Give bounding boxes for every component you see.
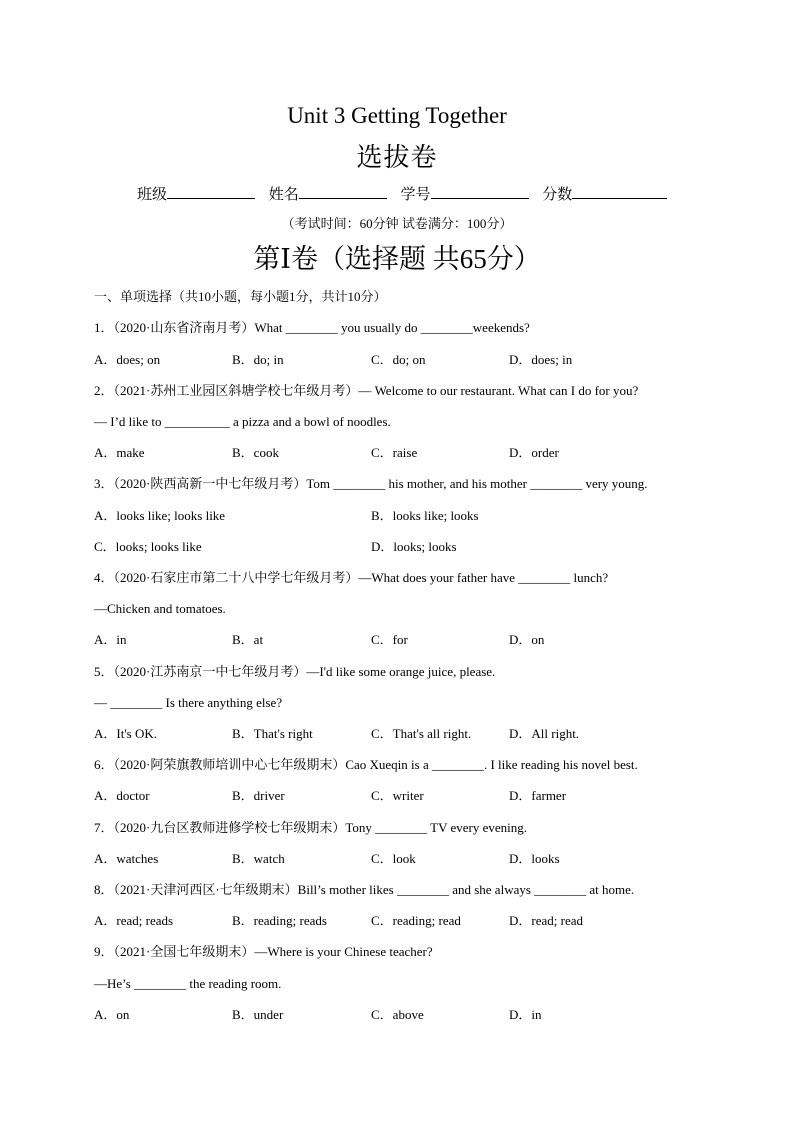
- q2-option-b: B．cook: [232, 445, 279, 460]
- q4-option-c: C．for: [371, 632, 408, 647]
- q4-option-d: D．on: [509, 632, 545, 647]
- q2-option-d: D．order: [509, 445, 559, 460]
- question-9-stem: 9．（2021·全国七年级期末）—Where is your Chinese teacher?: [94, 944, 433, 959]
- q5-option-d: D．All right.: [509, 726, 580, 741]
- q7-option-a: A．watches: [94, 851, 159, 866]
- page-title: Unit 3 Getting Together: [287, 103, 507, 128]
- question-6-stem: 6．（2020·阿荣旗教师培训中心七年级期末）Cao Xueqin is a ________. I like reading his novel best.: [94, 757, 638, 772]
- q6-option-d: D．farmer: [509, 788, 567, 803]
- q7-option-c: C．look: [371, 851, 416, 866]
- question-9-line-2: —He’s ________ the reading room.: [94, 976, 282, 991]
- q1-option-a: A．does; on: [94, 352, 161, 367]
- question-8-stem: 8．（2021·天津河西区·七年级期末）Bill’s mother likes ________ and she always ________ at home.: [94, 882, 635, 897]
- question-2-line-2: — I’d like to __________ a pizza and a bowl of noodles.: [94, 414, 391, 429]
- q5-option-a: A．It's OK.: [94, 726, 158, 741]
- q1-option-b: B．do; in: [232, 352, 284, 367]
- q1-option-d: D．does; in: [509, 352, 573, 367]
- class-label: 班级: [137, 187, 168, 203]
- score-label: 分数: [542, 187, 573, 203]
- q5-option-b: B．That's right: [232, 726, 313, 741]
- score-blank: [572, 184, 667, 199]
- question-5-stem: 5．（2020·江苏南京一中七年级月考）—I'd like some orange juice, please.: [94, 664, 496, 679]
- student-id-blank: [431, 184, 529, 199]
- question-2-stem: 2．（2021·苏州工业园区斜塘学校七年级月考）— Welcome to our restaurant. What can I do for you?: [94, 383, 639, 398]
- q9-option-d: D．in: [509, 1007, 542, 1022]
- q9-option-b: B．under: [232, 1007, 284, 1022]
- q4-option-a: A．in: [94, 632, 127, 647]
- q1-option-c: C．do; on: [371, 352, 426, 367]
- q3-option-b: B．looks like; looks: [371, 508, 479, 523]
- student-info-row: [137, 184, 677, 205]
- q8-option-a: A．read; reads: [94, 913, 174, 928]
- question-5-line-2: — ________ Is there anything else?: [94, 695, 283, 710]
- q7-option-d: D．looks: [509, 851, 560, 866]
- question-7-stem: 7．（2020·九台区教师进修学校七年级期末）Tony ________ TV every evening.: [94, 820, 527, 835]
- q8-option-b: B．reading; reads: [232, 913, 327, 928]
- q7-option-b: B．watch: [232, 851, 285, 866]
- q8-option-c: C．reading; read: [371, 913, 461, 928]
- q2-option-c: C．raise: [371, 445, 418, 460]
- q2-option-a: A．make: [94, 445, 145, 460]
- q3-option-d: D．looks; looks: [371, 539, 457, 554]
- question-3-stem: 3．（2020·陕西高新一中七年级月考）Tom ________ his mother, and his mother ________ very young.: [94, 476, 648, 491]
- q4-option-b: B．at: [232, 632, 264, 647]
- name-blank: [299, 184, 387, 199]
- q6-option-a: A．doctor: [94, 788, 150, 803]
- paper-subtitle: 选拔卷: [356, 143, 438, 172]
- name-label: 姓名: [268, 187, 299, 203]
- part-title: 第Ⅰ卷（选择题 共65分）: [253, 244, 541, 274]
- q3-option-a: A．looks like; looks like: [94, 508, 226, 523]
- question-1-stem: 1．（2020·山东省济南月考）What ________ you usually do ________weekends?: [94, 320, 530, 335]
- question-4-stem: 4．（2020·石家庄市第二十八中学七年级月考）—What does your father have ________ lunch?: [94, 570, 609, 585]
- q6-option-c: C．writer: [371, 788, 424, 803]
- q9-option-a: A．on: [94, 1007, 130, 1022]
- exam-meta: （考试时间：60分钟 试卷满分：100分）: [281, 216, 513, 231]
- q6-option-b: B．driver: [232, 788, 285, 803]
- question-4-line-2: —Chicken and tomatoes.: [94, 601, 226, 616]
- q8-option-d: D．read; read: [509, 913, 583, 928]
- q3-option-c: C．looks; looks like: [94, 539, 202, 554]
- q5-option-c: C．That's all right.: [371, 726, 472, 741]
- q9-option-c: C．above: [371, 1007, 424, 1022]
- class-blank: [167, 184, 255, 199]
- student-id-label: 学号: [400, 187, 431, 203]
- section-title: 一、单项选择（共10小题，每小题1分，共计10分）: [94, 289, 387, 304]
